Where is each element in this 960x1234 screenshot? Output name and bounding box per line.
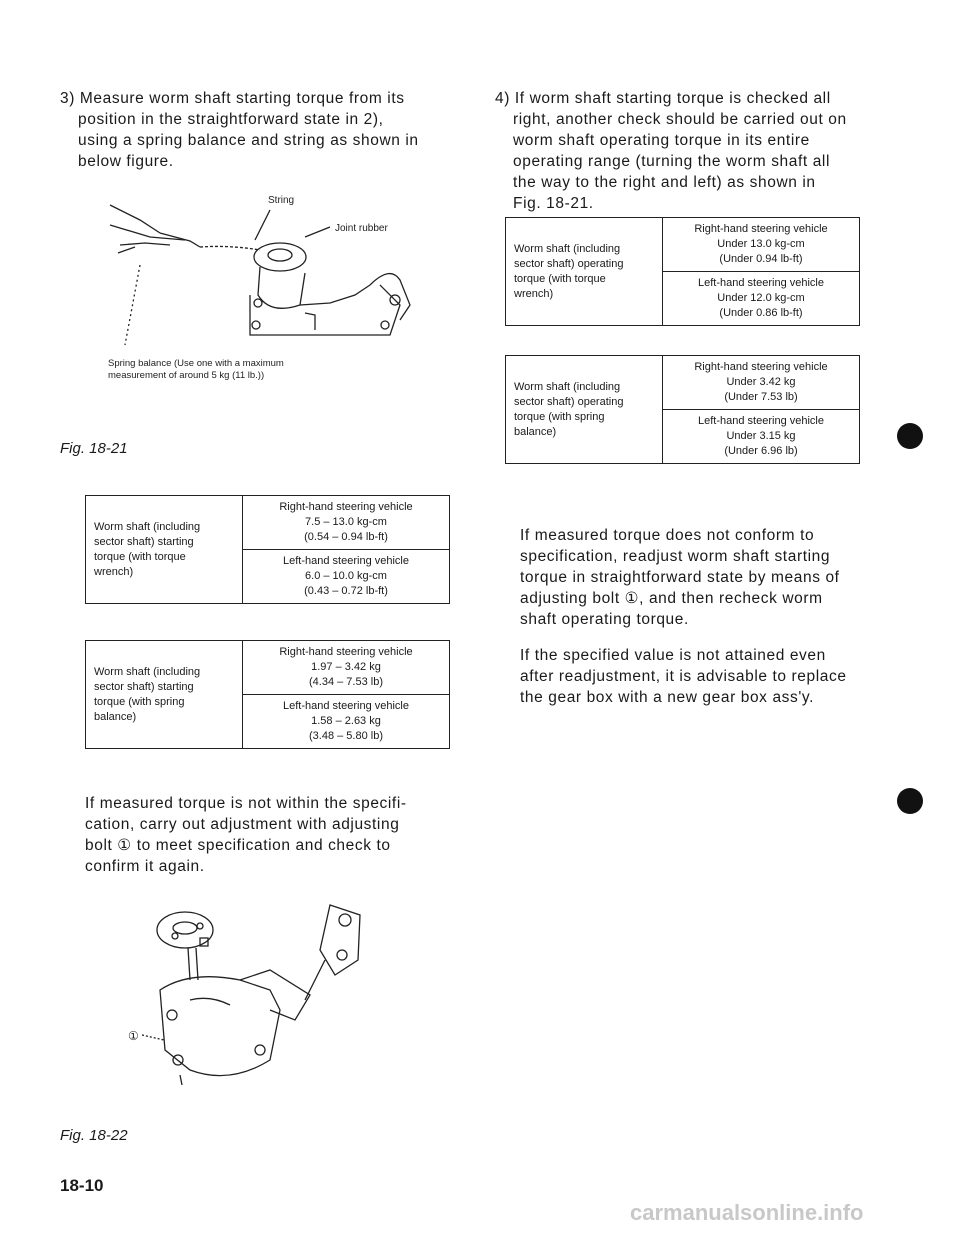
figure-21-caption [108, 358, 408, 382]
spec-table-operating-wrench [505, 217, 860, 326]
table-text: sector shaft) starting [94, 680, 194, 693]
table-left-cell [506, 356, 663, 464]
caption-line: measurement of around 5 kg (11 lb.)) [108, 370, 265, 381]
para-line: If measured torque is not within the specifi- [85, 795, 407, 812]
figure-22-label: Fig. 18-22 [60, 1127, 128, 1144]
table-text: 1.97 – 3.42 kg [311, 661, 381, 673]
table-rh-cell [663, 356, 860, 410]
step4-line: operating range (turning the worm shaft all [513, 153, 831, 170]
table-text: wrench) [514, 287, 554, 300]
table-text: Left-hand steering vehicle [698, 415, 824, 427]
para-line: adjusting bolt ①, and then recheck worm [520, 590, 823, 607]
para-line: the gear box with a new gear box ass'y. [520, 689, 815, 706]
table-text: wrench) [94, 565, 134, 578]
table-lh-cell [663, 410, 860, 464]
table-text: sector shaft) starting [94, 535, 194, 548]
step4-line: worm shaft operating torque in its entire [513, 132, 810, 149]
table-text: torque (with torque [514, 272, 606, 285]
table-text: torque (with torque [94, 550, 186, 563]
table-text: Under 12.0 kg-cm [717, 292, 805, 304]
step3-line: 3) Measure worm shaft starting torque from its [60, 90, 405, 107]
table-text: (Under 0.94 lb-ft) [719, 253, 803, 265]
table-text: (0.43 – 0.72 lb-ft) [304, 585, 388, 597]
para-line: specification, readjust worm shaft starting [520, 548, 831, 565]
watermark: carmanualsonline.info [630, 1200, 864, 1225]
table-text: (3.48 – 5.80 lb) [309, 730, 383, 742]
table-text: (Under 0.86 lb-ft) [719, 307, 803, 319]
table-text: 7.5 – 13.0 kg-cm [305, 516, 387, 528]
spec-table-starting-balance [85, 640, 450, 749]
table-text: (0.54 – 0.94 lb-ft) [304, 531, 388, 543]
table-text: torque (with spring [94, 695, 185, 708]
table-lh-cell [243, 550, 450, 604]
gear-box-illustration [120, 900, 380, 1090]
para-line: torque in straightforward state by means of [520, 569, 840, 586]
string-label: String [268, 195, 295, 206]
para-line: If measured torque does not conform to [520, 527, 815, 544]
recheck-paragraph [520, 525, 900, 630]
replace-paragraph [520, 645, 900, 708]
table-text: Left-hand steering vehicle [283, 555, 409, 567]
table-text: Worm shaft (including [514, 380, 621, 393]
table-rh-cell [243, 641, 450, 695]
spec-table-starting-wrench [85, 495, 450, 604]
table-left-cell [86, 641, 243, 749]
spring-balance-illustration [100, 185, 440, 355]
table-rh-cell [663, 218, 860, 272]
step3-line: position in the straightforward state in 2), [78, 111, 384, 128]
step4-line: right, another check should be carried out on [513, 111, 847, 128]
page-number: 18-10 [60, 1176, 104, 1195]
table-text: 1.58 – 2.63 kg [311, 715, 381, 727]
step4-paragraph [495, 88, 905, 214]
table-text: (Under 7.53 lb) [724, 391, 798, 403]
step3-paragraph [60, 88, 460, 172]
table-text: sector shaft) operating [514, 395, 624, 408]
table-text: sector shaft) operating [514, 257, 624, 270]
table-text: Right-hand steering vehicle [279, 501, 413, 513]
table-text: Worm shaft (including [94, 665, 201, 678]
para-line: cation, carry out adjustment with adjusting [85, 816, 400, 833]
binding-hole [897, 423, 923, 449]
para-line: bolt ① to meet specification and check to [85, 837, 391, 854]
adjust-paragraph [85, 793, 465, 877]
para-line: confirm it again. [85, 858, 205, 875]
table-text: Left-hand steering vehicle [283, 700, 409, 712]
spec-table-operating-balance [505, 355, 860, 464]
table-text: torque (with spring [514, 410, 605, 423]
joint-rubber-label: Joint rubber [335, 223, 388, 234]
caption-line: Spring balance (Use one with a maximum [108, 358, 284, 369]
step3-line: using a spring balance and string as shown in [78, 132, 419, 149]
binding-hole [897, 788, 923, 814]
table-text: Under 13.0 kg-cm [717, 238, 805, 250]
para-line: shaft operating torque. [520, 611, 689, 628]
table-text: Worm shaft (including [94, 520, 201, 533]
step4-line: Fig. 18-21. [513, 195, 594, 212]
table-text: Under 3.15 kg [726, 430, 796, 442]
table-text: 6.0 – 10.0 kg-cm [305, 570, 387, 582]
table-text: Under 3.42 kg [726, 376, 796, 388]
table-lh-cell [663, 272, 860, 326]
figure-21-label: Fig. 18-21 [60, 440, 128, 457]
para-line: after readjustment, it is advisable to replace [520, 668, 847, 685]
table-text: balance) [514, 425, 557, 438]
table-rh-cell [243, 496, 450, 550]
step3-line: below figure. [78, 153, 174, 170]
table-left-cell [506, 218, 663, 326]
table-text: Left-hand steering vehicle [698, 277, 824, 289]
table-text: Right-hand steering vehicle [694, 361, 828, 373]
table-left-cell [86, 496, 243, 604]
table-lh-cell [243, 695, 450, 749]
step4-line: 4) If worm shaft starting torque is checked all [495, 90, 831, 107]
table-text: balance) [94, 710, 137, 723]
table-text: (Under 6.96 lb) [724, 445, 798, 457]
para-line: If the specified value is not attained even [520, 647, 826, 664]
table-text: Right-hand steering vehicle [694, 223, 828, 235]
table-text: Right-hand steering vehicle [279, 646, 413, 658]
table-text: Worm shaft (including [514, 242, 621, 255]
bolt-1-label: ① [128, 1029, 139, 1043]
step4-line: the way to the right and left) as shown in [513, 174, 816, 191]
table-text: (4.34 – 7.53 lb) [309, 676, 383, 688]
